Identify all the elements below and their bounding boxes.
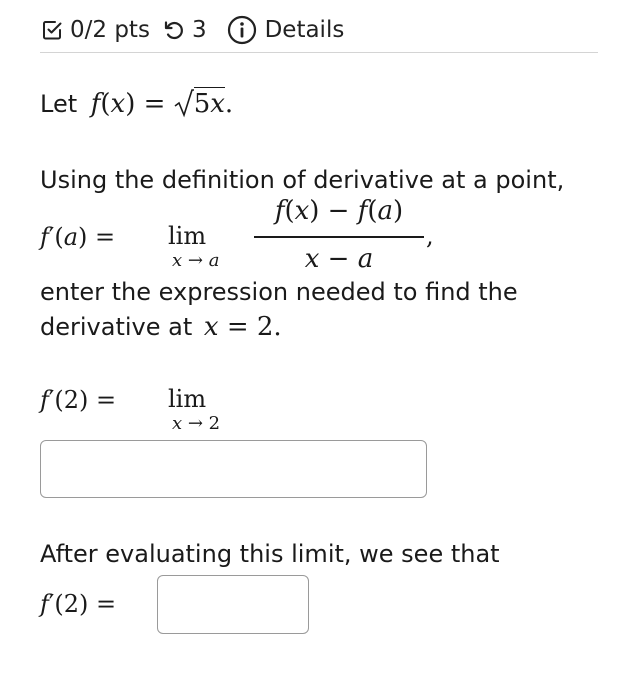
definition-comma: , bbox=[426, 222, 434, 250]
points-label: 0/2 pts bbox=[70, 17, 150, 43]
function-statement bbox=[40, 88, 233, 119]
lim-word: lim bbox=[168, 222, 207, 250]
instruction-math: x = 2. bbox=[203, 312, 282, 342]
lim-subscript: x → a bbox=[172, 250, 220, 271]
definition-lhs: f′(a) = bbox=[40, 223, 116, 251]
attempts-count: 3 bbox=[191, 17, 207, 43]
info-icon[interactable] bbox=[227, 15, 257, 45]
question-header bbox=[40, 8, 598, 53]
function-expression: f(x) = 5x. bbox=[90, 89, 234, 119]
part2-text: After evaluating this limit, we see that bbox=[40, 540, 500, 568]
fraction-numerator: f(x) − f(a) bbox=[274, 196, 404, 226]
part1-lhs: f′(2) = bbox=[40, 386, 117, 414]
fraction-bar bbox=[254, 236, 424, 238]
details-link[interactable]: Details bbox=[264, 17, 345, 43]
part2-lhs: f′(2) = bbox=[40, 590, 117, 618]
sqrt-symbol-icon bbox=[174, 88, 194, 118]
limit-expression-input[interactable] bbox=[40, 440, 427, 498]
retry-icon bbox=[162, 18, 186, 42]
derivative-value-input[interactable] bbox=[157, 575, 309, 634]
part1-lim-subscript: x → 2 bbox=[172, 413, 221, 434]
intro-text: Using the definition of derivative at a point, bbox=[40, 166, 565, 194]
instruction-line-1: enter the expression needed to find the bbox=[40, 278, 518, 306]
check-square-icon bbox=[40, 18, 64, 42]
instruction-text: derivative at bbox=[40, 313, 193, 341]
fraction-denominator: x − a bbox=[304, 244, 374, 274]
part1-lim-word: lim bbox=[168, 385, 207, 413]
instruction-line-2 bbox=[40, 312, 282, 342]
let-word: Let bbox=[40, 90, 78, 118]
